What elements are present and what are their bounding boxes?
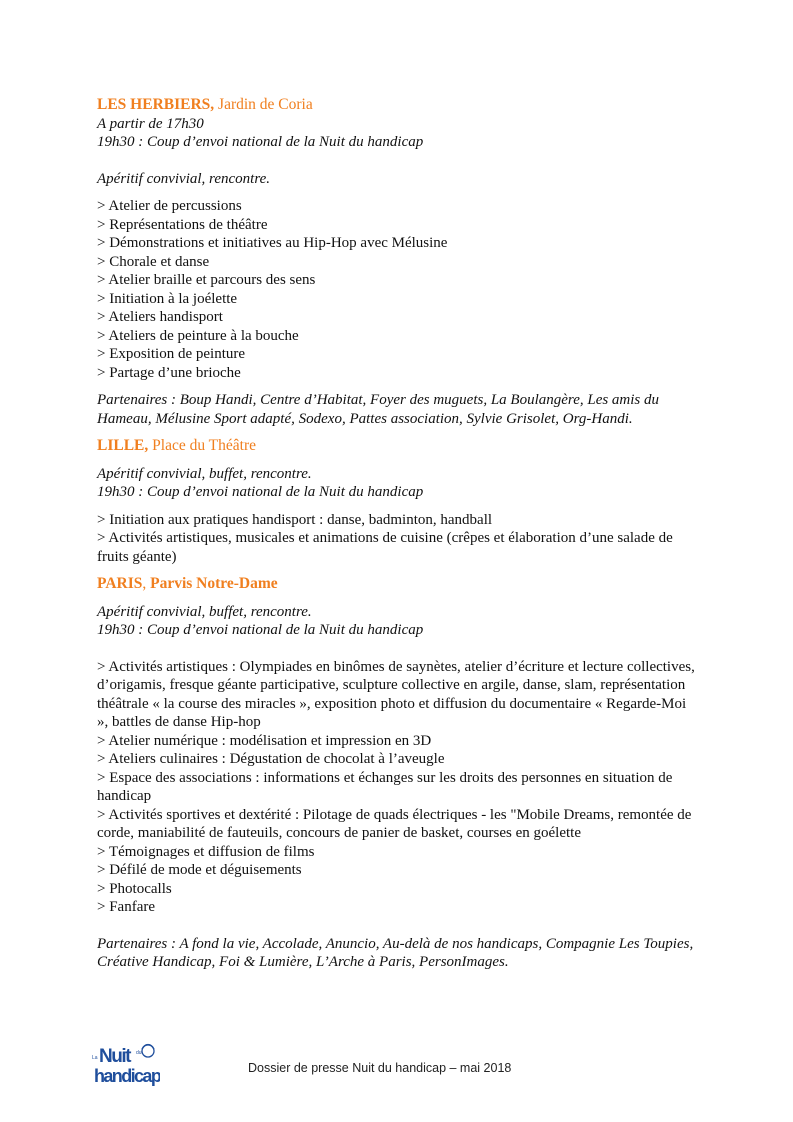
list-item: > Témoignages et diffusion de films (97, 843, 315, 860)
city-name: LES HERBIERS, (97, 96, 215, 113)
list-item: > Atelier numérique : modélisation et impression en 3D (97, 732, 432, 749)
list-item: > Ateliers de peinture à la bouche (97, 327, 299, 344)
list-item: > Initiation aux pratiques handisport : danse, badminton, handball (97, 511, 493, 528)
venue-name: Jardin de Coria (218, 96, 313, 113)
kickoff-line: 19h30 : Coup d’envoi national de la Nuit du handicap (97, 622, 424, 638)
list-item: > Activités artistiques : Olympiades en binômes de saynètes, atelier d’écriture et lecture collectives, d’origamis, fresque géante participative, sculpture collective en argile, danse, slam, représentation théâtrale « la course des miracles », exposition photo et diffusion du documentaire « Regarde-Moi », battles de danse Hip-hop (97, 658, 695, 730)
partners-line: Partenaires : A fond la vie, Accolade, Anuncio, Au-delà de nos handicaps, Compagnie Les Toupies, Créative Handicap, Foi & Lumière, L’Arche à Paris, PersonImages. (97, 935, 694, 970)
footer-caption: Dossier de presse Nuit du handicap – mai 2018 (248, 1061, 512, 1075)
list-item: > Exposition de peinture (97, 346, 246, 362)
kickoff-line: 19h30 : Coup d’envoi national de la Nuit du handicap (97, 134, 424, 150)
page-footer (0, 1040, 793, 1090)
venue-name: Parvis Notre-Dame (150, 575, 278, 592)
intro-line: Apéritif convivial, rencontre. (97, 170, 271, 187)
city-name: LILLE, (97, 437, 149, 454)
logo-small-left: La (92, 1055, 98, 1061)
section-heading (97, 96, 697, 115)
list-item: > Fanfare (97, 899, 156, 915)
nuit-du-handicap-logo (90, 1040, 160, 1086)
section-heading (97, 437, 697, 456)
section-paris (97, 575, 697, 972)
logo-small-right: du (136, 1050, 142, 1056)
activity-list (97, 511, 697, 567)
partners-line: Partenaires : Boup Handi, Centre d’Habitat, Foyer des muguets, La Boulangère, Les amis du Hameau, Mélusine Sport adapté, Sodexo, Pattes association, Sylvie Grisolet, Org-Handi. (97, 392, 660, 427)
section-les-herbiers (97, 96, 697, 428)
list-item: > Espace des associations : informations et échanges sur les droits des personnes en situation de handicap (97, 769, 673, 804)
logo-word-top: Nuit (99, 1046, 130, 1067)
kickoff-line: 19h30 : Coup d’envoi national de la Nuit du handicap (97, 484, 424, 500)
activity-list (97, 197, 697, 382)
heading-separator: , (142, 575, 147, 592)
list-item: > Initiation à la joélette (97, 290, 238, 307)
activity-list (97, 658, 697, 917)
logo-word-bottom: handicap (94, 1066, 160, 1086)
list-item: > Démonstrations et initiatives au Hip-Hop avec Mélusine (97, 235, 448, 251)
intro-line: Apéritif convivial, buffet, rencontre. (97, 465, 312, 482)
section-heading (97, 575, 697, 594)
list-item: > Défilé de mode et déguisements (97, 862, 302, 878)
list-item: > Ateliers handisport (97, 309, 223, 325)
list-item: > Activités artistiques, musicales et animations de cuisine (crêpes et élaboration d’une salade de fruits géante) (97, 530, 673, 565)
list-item: > Atelier de percussions (97, 198, 242, 214)
list-item: > Partage d’une brioche (97, 364, 241, 381)
list-item: > Ateliers culinaires : Dégustation de chocolat à l’aveugle (97, 751, 445, 767)
start-time: A partir de 17h30 (97, 115, 204, 132)
list-item: > Atelier braille et parcours des sens (97, 272, 316, 288)
venue-name: Place du Théâtre (152, 437, 257, 454)
city-name: PARIS (97, 575, 143, 592)
document-body (97, 96, 697, 972)
list-item: > Chorale et danse (97, 253, 210, 270)
list-item: > Activités sportives et dextérité : Pilotage de quads électriques - les "Mobile Dreams, remontée de corde, maniabilité de fauteuils, concours de panier de basket, courses en goélette (97, 806, 692, 841)
list-item: > Photocalls (97, 880, 172, 897)
section-lille (97, 437, 697, 566)
intro-line: Apéritif convivial, buffet, rencontre. (97, 603, 312, 620)
list-item: > Représentations de théâtre (97, 216, 268, 233)
